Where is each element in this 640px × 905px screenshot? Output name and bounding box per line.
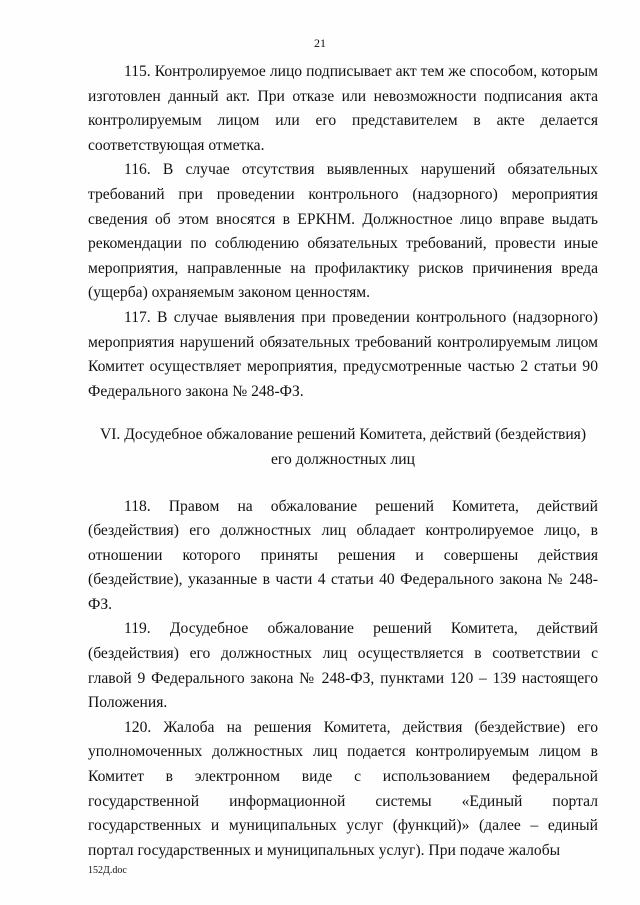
- paragraph-115: 115. Контролируемое лицо подписывает акт тем же способом, которым изготовлен данный акт. При отказе или невозможности подписания акта контролируемым лицом или его представителем в акте делается соответствующая отметка.: [88, 63, 598, 154]
- section-heading: [88, 423, 598, 472]
- section-heading-line1: VI. Досудебное обжалование решений Комитета, действий (бездействия): [99, 426, 587, 444]
- paragraph-118: 118. Правом на обжалование решений Комитета, действий (бездействия) его должностных лиц обладает контролируемое лицо, в отношении которого приняты решения и совершены действия (бездействие), указанные в части 4 статьи 40 Федерального закона № 248-ФЗ.: [88, 497, 598, 613]
- footer-filename: 152Д.doc: [88, 865, 127, 876]
- paragraph-120: 120. Жалоба на решения Комитета, действия (бездействие) его уполномоченных должностных лиц подается контролируемым лицом в Комитет в электронном виде с использованием федеральной государственной информационной системы «Единый портал государственных и муниципальных услуг (функций)» (далее – единый портал государственных и муниципальных услуг). При подаче жалобы: [88, 718, 598, 859]
- paragraph-116: 116. В случае отсутствия выявленных нарушений обязательных требований при проведении контрольного (надзорного) мероприятия сведения об этом вносятся в ЕРКНМ. Должностное лицо вправе выдать рекомендации по соблюдению обязательных требований, провести иные мероприятия, направленные на профилактику рисков причинения вреда (ущерба) охраняемым законом ценностям.: [88, 161, 598, 302]
- section-heading-line2: его должностных лиц: [271, 450, 415, 468]
- document-body: [88, 60, 598, 863]
- paragraph-119: 119. Досудебное обжалование решений Комитета, действий (бездействия) его должностных лиц осуществляется в соответствии с главой 9 Федерального закона № 248-ФЗ, пунктами 120 – 139 настоящего Положения.: [88, 620, 598, 712]
- paragraph-117: 117. В случае выявления при проведении контрольного (надзорного) мероприятия нарушений обязательных требований контролируемым лицом Комитет осуществляет мероприятия, предусмотренные частью 2 статьи 90 Федерального закона № 248-ФЗ.: [88, 308, 598, 400]
- page-number: 21: [314, 36, 326, 50]
